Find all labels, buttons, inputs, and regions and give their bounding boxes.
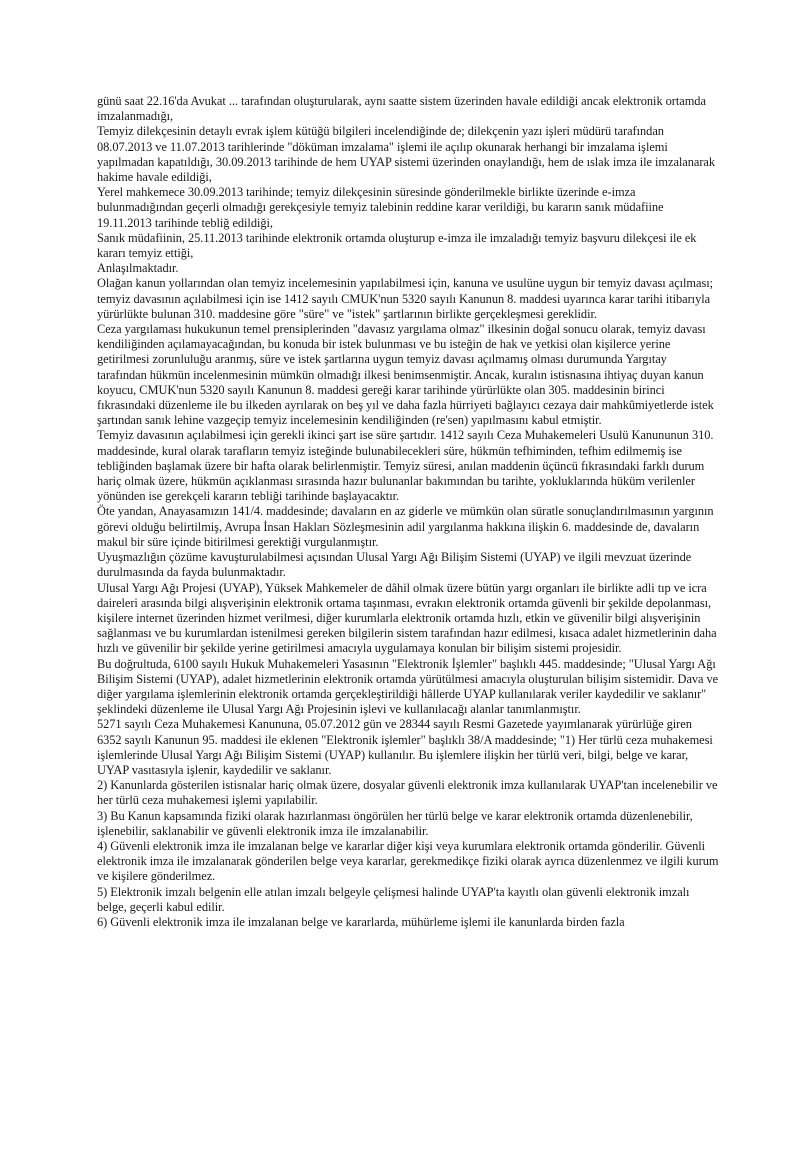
paragraph: Uyuşmazlığın çözüme kavuşturulabilmesi açısından Ulusal Yargı Ağı Bilişim Sistemi (UYAP) ve ilgili mevzuat üzerinde durulmasında da fayda bulunmaktadır. [97, 550, 692, 580]
paragraph: 5271 sayılı Ceza Muhakemesi Kanununa, 05.07.2012 gün ve 28344 sayılı Resmi Gazetede yayımlanarak yürürlüğe giren 6352 sayılı Kanunun 95. maddesi ile eklenen "Elektronik işlemler" başlıklı 38/A maddesinde; "1) Her türlü ceza muhakemesi işlemlerinde Ulusal Yargı Ağı Bilişim Sistemi (UYAP) kullanılır. Bu işlemlere ilişkin her türlü veri, bilgi, belge ve karar, UYAP vasıtasıyla işlenir, kaydedilir ve saklanır. [97, 717, 713, 777]
paragraph: Öte yandan, Anayasamızın 141/4. maddesinde; davaların en az giderle ve mümkün olan süratle sonuçlandırılmasının yargının görevi olduğu belirtilmiş, Avrupa İnsan Hakları Sözleşmesinin adil yargılanma hakkına ilişkin 6. maddesinde de, davaların makul bir süre içinde bitirilmesi gerektiği vurgulanmıştır. [97, 504, 714, 549]
paragraph: 3) Bu Kanun kapsamında fiziki olarak hazırlanması öngörülen her türlü belge ve karar elektronik ortamda düzenlenebilir, işlenebilir, saklanabilir ve güvenli elektronik imza ile imzalanabilir. [97, 808, 693, 838]
paragraph: Ulusal Yargı Ağı Projesi (UYAP), Yüksek Mahkemeler de dâhil olmak üzere bütün yargı organları ile birlikte adli tıp ve icra daireleri arasında bilgi alışverişinin elektronik ortama taşınması, evrakın elektronik ortamda güvenli bir şekilde depolanması, kişilere internet üzerinden hizmet verilmesi, diğer kurumlarla elektronik ortamda hızlı, etkin ve güvenilir bilgi alışverişinin sağlanması ve bu kurumlardan istenilmesi gereken bilgilerin sistem tarafından hazır edilmesi, kısaca adalet hizmetlerinin daha hızlı ve güvenilir bir şekilde yerine getirilmesi amacıyla uygulamaya konulan bir bilişim sistemi projesidir. [97, 580, 717, 656]
paragraph: 6) Güvenli elektronik imza ile imzalanan belge ve kararlarda, mühürleme işlemi ile kanunlarda birden fazla [97, 914, 625, 929]
paragraph: 5) Elektronik imzalı belgenin elle atılan imzalı belgeyle çelişmesi halinde UYAP'ta kayıtlı olan güvenli elektronik imzalı belge, geçerli kabul edilir. [97, 884, 690, 914]
paragraph: Temyiz dilekçesinin detaylı evrak işlem kütüğü bilgileri incelendiğinde de; dilekçenin yazı işleri müdürü tarafından 08.07.2013 ve 11.07.2013 tarihlerinde "döküman imzalama" işlemi ile açılıp okunarak herhangi bir imzalama işlemi yapılmadan kapatıldığı, 30.09.2013 tarihinde de hem UYAP sistemi üzerinden onaylandığı, hem de ıslak imza ile imzalanarak hakime havale edildiği, [97, 124, 716, 185]
paragraph: Temyiz davasının açılabilmesi için gerekli ikinci şart ise süre şartıdır. 1412 sayılı Ceza Muhakemeleri Usulü Kanununun 310. maddesinde, kural olarak tarafların temyiz isteğinde bulunabilecekleri süre, hükmün tefhiminden, tefhim edilmemiş ise tebliğinden başlamak üzere bir hafta olarak belirlenmiştir. Temyiz süresi, anılan maddenin üçüncü fıkrasındaki farklı durum hariç olmak üzere, hükmün açıklanması sırasında hazır bulunanlar bakımından bu tarihte, yokluklarında hüküm verilenler yönünden ise gerekçeli kararın tebliği tarihinde başlayacaktır. [97, 428, 714, 504]
paragraph: günü saat 22.16'da Avukat ... tarafından oluşturularak, aynı saatte sistem üzerinden havale edildiği ancak elektronik ortamda imzalanmadığı, [97, 94, 706, 124]
paragraph: 4) Güvenli elektronik imza ile imzalanan belge ve kararlar diğer kişi veya kurumlara elektronik ortamda gönderilir. Güvenli elektronik imza ile imzalanarak gönderilen belge veya kararlar, gerekmedikçe fiziki olarak ayrıca düzenlenmez ve ilgili kurum ve kişilere gönderilmez. [97, 838, 719, 884]
paragraph: Anlaşılmaktadır. [97, 261, 179, 276]
document-page [97, 94, 719, 930]
paragraph: Ceza yargılaması hukukunun temel prensiplerinden "davasız yargılama olmaz" ilkesinin doğal sonucu olarak, temyiz davası kendiliğinden açılamayacağından, bu konuda bir istek bulunması ve bu isteğin de hak ve yetkisi olan kişilerce yerine getirilmesi zorunluluğu aranmış, süre ve istek şartlarına uygun temyiz davası açılmamış olması durumunda Yargıtay tarafından hükmün incelenmesinin mümkün olmadığı ilkesi benimsenmiştir. Ancak, kuralın istisnasına ihtiyaç duyan kanun koyucu, CMUK'nun 5320 sayılı Kanunun 8. maddesi gereği karar tarihinde yürürlükte olan 305. maddesinin birinci fıkrasındaki düzenleme ile bu ilkeden ayrılarak on beş yıl ve daha fazla hürriyeti bağlayıcı cezaya dair mahkûmiyetlerde istek şartından sanık lehine vazgeçip temyiz incelemesinin kendiliğinden (re'sen) yapılmasını kabul etmiştir. [97, 322, 714, 428]
paragraph: Sanık müdafiinin, 25.11.2013 tarihinde elektronik ortamda oluşturup e-imza ile imzaladığı temyiz başvuru dilekçesi ile ek kararı temyiz ettiği, [97, 230, 697, 261]
paragraph: Bu doğrultuda, 6100 sayılı Hukuk Muhakemeleri Yasasının "Elektronik İşlemler" başlıklı 445. maddesinde; "Ulusal Yargı Ağı Bilişim Sistemi (UYAP), adalet hizmetlerinin elektronik ortamda yürütülmesi amacıyla oluşturulan bilişim sistemidir. Dava ve diğer yargılama işlemlerinin elektronik ortamda gerçekleştirildiği hâllerde UYAP kullanılarak veriler kaydedilir ve saklanır" şeklindeki düzenleme ile Ulusal Yargı Ağı Projesinin işlevi ve kullanılacağı alanlar tanımlanmıştır. [97, 656, 719, 717]
paragraph: Yerel mahkemece 30.09.2013 tarihinde; temyiz dilekçesinin süresinde gönderilmekle birlikte üzerinde e-imza bulunmadığından geçerli olmadığı gerekçesiyle temyiz talebinin reddine karar verildiği, bu kararın sanık müdafiine 19.11.2013 tarihinde tebliğ edildiği, [97, 185, 664, 230]
paragraph: 2) Kanunlarda gösterilen istisnalar hariç olmak üzere, dosyalar güvenli elektronik imza kullanılarak UYAP'tan incelenebilir ve her türlü ceza muhakemesi işlemi yapılabilir. [97, 778, 718, 808]
paragraph: Olağan kanun yollarından olan temyiz incelemesinin yapılabilmesi için, kanuna ve usulüne uygun bir temyiz davası açılması; temyiz davasının açılabilmesi için ise 1412 sayılı CMUK'nun 5320 sayılı Kanunun 8. maddesi uyarınca karar tarihi itibarıyla yürürlükte bulunan 310. maddesine göre "süre" ve "istek" şartlarının birlikte gerçekleşmesi gereklidir. [97, 276, 714, 321]
